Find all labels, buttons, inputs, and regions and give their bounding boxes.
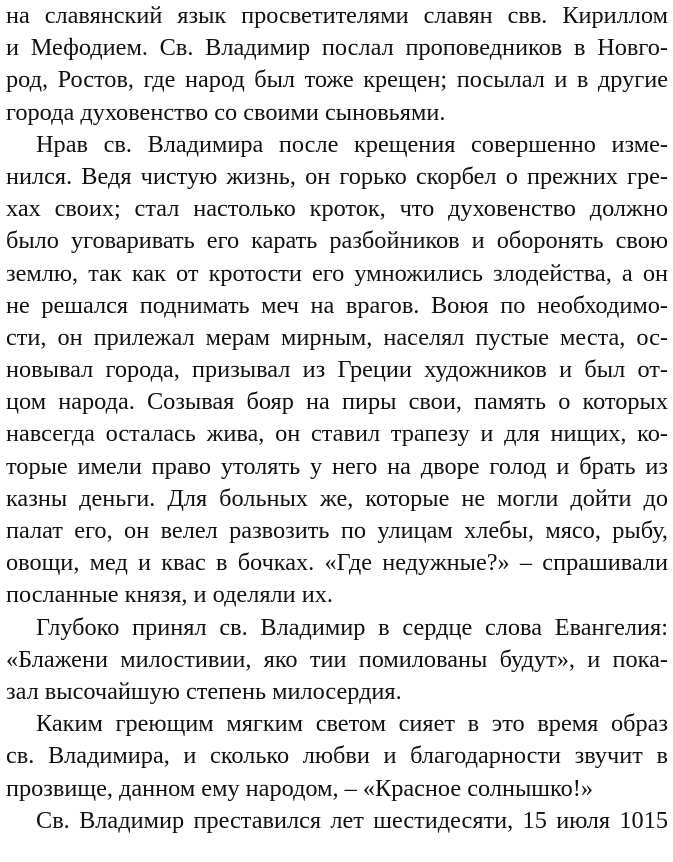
text-line: Св. Владимир преставился лет шестидесяти, 15 июля 1015 [36, 806, 668, 834]
document-page [6, 0, 668, 837]
text-line: Глубоко принял св. Владимир в сердце слова Евангелия: [36, 613, 668, 641]
text-line: хах своих; стал настолько кроток, что духовенство должно [6, 195, 668, 223]
text-line: св. Владимира, и сколько любви и благодарности звучит в [6, 742, 668, 770]
text-line: «Блажени милостивии, яко тии помилованы будут», и пока- [6, 645, 668, 673]
text-line: землю, так как от кротости его умножились злодейства, а он [6, 259, 668, 287]
text-line: сти, он прилежал мерам мирным, населял пустые места, ос- [6, 323, 668, 351]
text-line: зал высочайшую степень милосердия. [6, 677, 402, 705]
text-line: нился. Ведя чистую жизнь, он горько скорбел о прежних гре- [6, 162, 668, 190]
text-line: род, Ростов, где народ был тоже крещен; посылал и в другие [6, 66, 668, 94]
text-line: Нрав св. Владимира после крещения совершенно изме- [36, 130, 668, 158]
text-line: торые имели право утолять у него на дворе голод и брать из [6, 452, 668, 480]
text-line: новывал города, призывал из Греции художников и был от- [6, 356, 668, 384]
text-line: цом народа. Созывая бояр на пиры свои, память о которых [6, 388, 668, 416]
text-line: прозвище, данном ему народом, – «Красное солнышко!» [6, 774, 593, 802]
text-line: города духовенство со своими сыновьями. [6, 98, 446, 126]
paragraph-1 [6, 0, 668, 129]
paragraph-4 [6, 708, 668, 805]
text-line: Каким греющим мягким светом сияет в это время образ [36, 710, 668, 738]
paragraph-3 [6, 612, 668, 709]
text-line: на славянский язык просветителями славян свв. Кириллом [6, 2, 668, 29]
text-line: не решался поднимать меч на врагов. Воюя по необходимо- [6, 291, 668, 319]
text-line: посланные князя, и оделяли их. [6, 581, 333, 609]
text-line: и Мефодием. Св. Владимир послал проповедников в Новго- [6, 34, 668, 62]
paragraph-5 [6, 805, 668, 837]
text-line: овощи, мед и квас в бочках. «Где недужные?» – спрашивали [6, 549, 668, 577]
paragraph-2 [6, 129, 668, 612]
text-line: было уговаривать его карать разбойников и оборонять свою [6, 227, 668, 255]
text-line: палат его, он велел развозить по улицам хлебы, мясо, рыбу, [6, 517, 668, 544]
text-line: навсегда осталась жива, он ставил трапезу и для нищих, ко- [6, 420, 668, 448]
text-line: казны деньги. Для больных же, которые не могли дойти до [6, 484, 668, 512]
